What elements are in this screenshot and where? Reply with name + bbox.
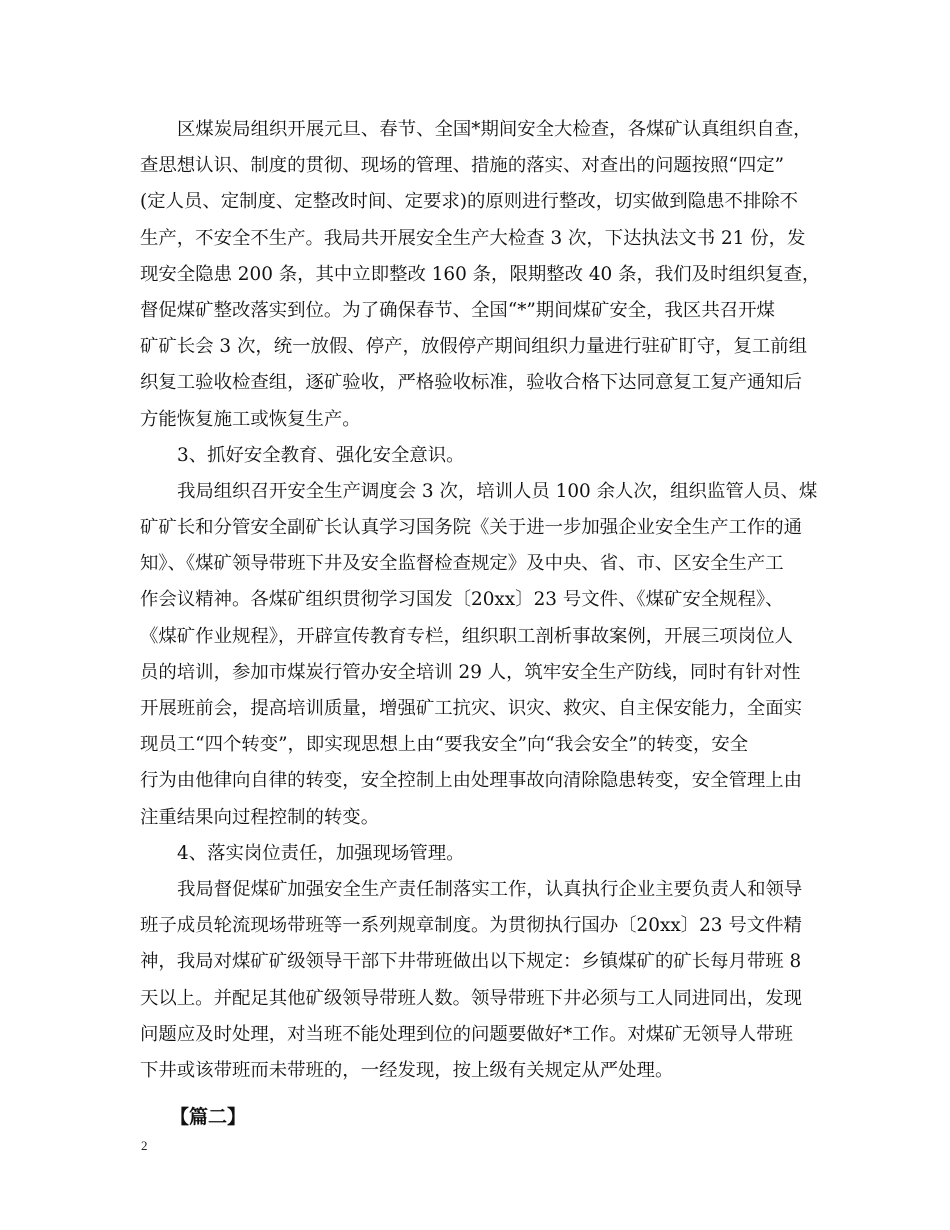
paragraph-line: 矿矿长和分管安全副矿长认真学习国务院《关于进一步加强企业安全生产工作的通 (140, 517, 803, 539)
paragraph-line: 作会议精神。各煤矿组织贯彻学习国发〔20xx〕23 号文件、《煤矿安全规程》、 (140, 589, 784, 611)
document-body (140, 112, 820, 1135)
paragraph-line: 督促煤矿整改落实到位。为了确保春节、全国“*”期间煤矿安全，我区共召开煤 (140, 299, 775, 321)
paragraph-line: 下井或该带班而未带班的，一经发现，按上级有关规定从严处理。 (140, 1059, 674, 1081)
paragraph-line: 查思想认识、制度的贯彻、现场的管理、措施的落实、对查出的问题按照“四定” (140, 155, 785, 177)
paragraph-line: 《煤矿作业规程》，开辟宣传教育专栏，组织职工剖析事故案例，开展三项岗位人 (140, 625, 793, 647)
paragraph-line: 方能恢复施工或恢复生产。 (140, 408, 361, 430)
paragraph-line: 织复工验收检查组，逐矿验收，严格验收标准，验收合格下达同意复工复产通知后 (140, 372, 803, 394)
paragraph-line: 现安全隐患 200 条，其中立即整改 160 条，限期整改 40 条，我们及时组织复查， (140, 263, 821, 285)
paragraph-line: (定人员、定制度、定整改时间、定要求)的原则进行整改，切实做到隐患不排除不 (140, 191, 799, 213)
section-heading: 4、落实岗位责任，加强现场管理。 (177, 842, 465, 864)
paragraph-line: 我局组织召开安全生产调度会 3 次，培训人员 100 余人次，组织监管人员、煤 (177, 480, 818, 502)
paragraph-line: 矿矿长会 3 次，统一放假、停产，放假停产期间组织力量进行驻矿盯守，复工前组 (140, 336, 808, 358)
paragraph-line: 员的培训，参加市煤炭行管办安全培训 29 人，筑牢安全生产防线，同时有针对性 (140, 661, 801, 683)
part-two-title: 【篇二】 (170, 1106, 247, 1129)
paragraph-line: 注重结果向过程控制的转变。 (140, 806, 380, 828)
paragraph-line: 知》、《煤矿领导带班下井及安全监督检查规定》及中央、省、市、区安全生产工 (140, 553, 784, 575)
paragraph-line: 开展班前会，提高培训质量，增强矿工抗灾、识灾、救灾、自主保安能力，全面实 (140, 698, 803, 719)
paragraph-line: 行为由他律向自律的转变，安全控制上由处理事故向清除隐患转变，安全管理上由 (140, 770, 803, 792)
paragraph-line: 神，我局对煤矿矿级领导干部下井带班做出以下规定：乡镇煤矿的矿长每月带班 8 (140, 951, 802, 973)
page-number: 2 (141, 1138, 148, 1153)
paragraph-line: 问题应及时处理，对当班不能处理到位的问题要做好*工作。对煤矿无领导人带班 (140, 1023, 793, 1045)
paragraph-line: 天以上。并配足其他矿级领导带班人数。领导带班下井必须与工人同进同出，发现 (140, 987, 803, 1009)
paragraph-line: 区煤炭局组织开展元旦、春节、全国*期间安全大检查，各煤矿认真组织自查， (177, 119, 812, 140)
paragraph-line: 班子成员轮流现场带班等一系列规章制度。为贯彻执行国办〔20xx〕23 号文件精 (140, 915, 802, 937)
paragraph-line: 生产，不安全不生产。我局共开展安全生产大检查 3 次，下达执法文书 21 份，发 (140, 227, 806, 249)
paragraph-line: 现员工“四个转变”，即实现思想上由“要我安全”向“我会安全”的转变，安全 (140, 734, 749, 756)
paragraph-line: 我局督促煤矿加强安全生产责任制落实工作，认真执行企业主要负责人和领导 (177, 878, 803, 900)
section-heading: 3、抓好安全教育、强化安全意识。 (177, 444, 465, 466)
